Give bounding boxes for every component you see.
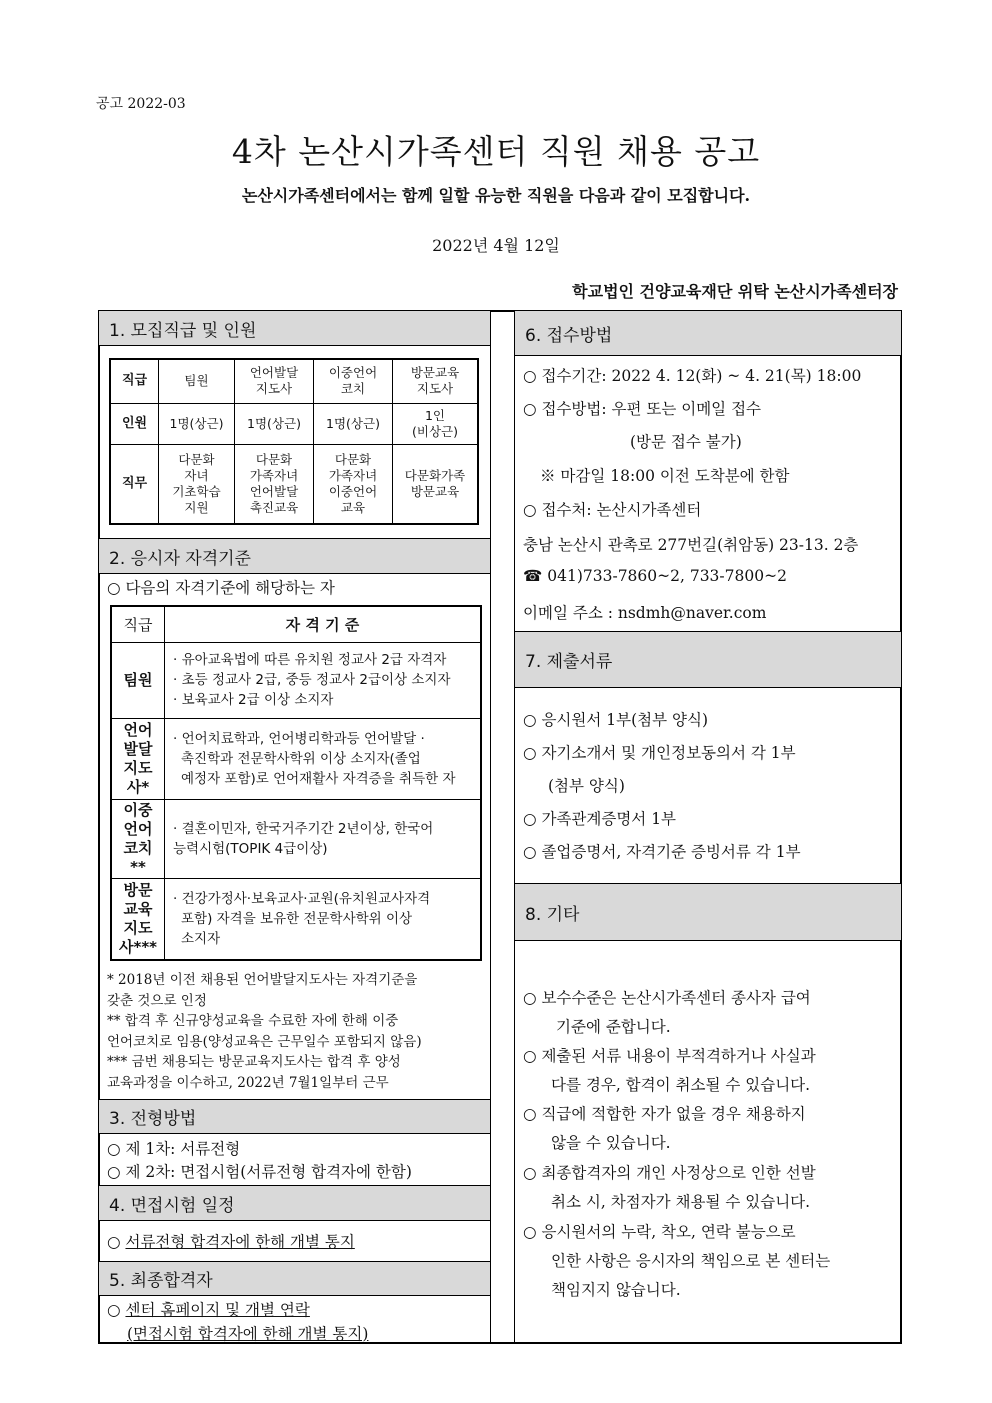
misc-item-cont: 다를 경우, 합격이 취소될 수 있습니다. xyxy=(551,1076,811,1094)
position-cell: 이중언어 코치 xyxy=(314,359,393,403)
note-line: * 2018년 이전 채용된 언어발달지도사는 자격기준을 xyxy=(107,972,418,988)
count-cell: 1명(상근) xyxy=(235,403,314,444)
misc-item: ○ 제출된 서류 내용이 부적격하거나 사실과 xyxy=(523,1047,816,1065)
position-cell: 팀원 xyxy=(159,359,235,403)
qual-position: 방문 교육 지도 사*** xyxy=(111,878,165,960)
section-1-header: 1. 모집직급 및 인원 xyxy=(99,311,490,346)
misc-item-cont: 인한 사항은 응시자의 책임으로 본 센터는 xyxy=(551,1252,831,1270)
misc-item: ○ 최종합격자의 개인 사정상으로 인한 선발 xyxy=(523,1164,816,1182)
qualification-notes xyxy=(107,970,483,1093)
notice-date: 2022년 4월 12일 xyxy=(432,236,560,255)
position-cell: 언어발달 지도사 xyxy=(235,359,314,403)
notice-number: 공고 2022-03 xyxy=(96,96,186,112)
row-label-position: 직급 xyxy=(110,359,159,403)
section-8-header: 8. 기타 xyxy=(515,883,901,941)
duty-cell: 다문화 자녀 기초학습 지원 xyxy=(159,444,235,524)
section-3-header: 3. 전형방법 xyxy=(99,1099,490,1134)
interview-schedule: ○ 서류전형 합격자에 한해 개별 통지 xyxy=(107,1233,355,1251)
qual-criteria: · 유아교육법에 따른 유치원 정교사 2급 자격자 · 초등 정교사 2급, 중등 정교사 2급이상 소지자 · 보육교사 2급 이상 소지자 xyxy=(165,642,482,718)
note-line: 교육과정을 이수하고, 2022년 7월1일부터 근무 xyxy=(107,1074,389,1091)
note-line: *** 금번 채용되는 방문교육지도사는 합격 후 양성 xyxy=(107,1054,401,1070)
final-notice-detail: (면접시험 합격자에 한해 개별 통지) xyxy=(127,1325,369,1343)
selection-step: ○ 제 1차: 서류전형 xyxy=(107,1140,241,1158)
phone: ☎ 041)733-7860~2, 733-7800~2 xyxy=(523,567,787,585)
duty-cell: 다문화 가족자녀 언어발달 촉진교육 xyxy=(235,444,314,524)
column-header-position: 직급 xyxy=(111,606,165,642)
apply-place: ○ 접수처: 논산시가족센터 xyxy=(523,501,702,519)
document-item: ○ 가족관계증명서 1부 xyxy=(523,810,677,828)
row-label-duty: 직무 xyxy=(110,444,159,524)
section-6-header: 6. 접수방법 xyxy=(515,311,901,356)
document-item: ○ 졸업증명서, 자격기준 증빙서류 각 1부 xyxy=(523,843,801,861)
qual-position: 언어 발달 지도 사* xyxy=(111,718,165,799)
duty-cell: 다문화 가족자녀 이중언어 교육 xyxy=(314,444,393,524)
qualification-table xyxy=(110,605,482,961)
misc-item: ○ 보수수준은 논산시가족센터 종사자 급여 xyxy=(523,989,811,1007)
apply-method: ○ 접수방법: 우편 또는 이메일 접수 xyxy=(523,400,762,418)
positions-table xyxy=(109,358,479,525)
column-header-criteria: 자 격 기 준 xyxy=(165,606,482,642)
note-line: 갖춘 것으로 인정 xyxy=(107,992,207,1009)
deadline-note: ※ 마감일 18:00 이전 도착분에 한함 xyxy=(540,467,790,485)
document-item: ○ 자기소개서 및 개인정보동의서 각 1부 xyxy=(523,744,796,762)
qual-criteria: · 건강가정사·보육교사·교원(유치원교사자격 포함) 자격을 보유한 전문학사학위 이상 소지자 xyxy=(165,878,482,960)
section-7-header: 7. 제출서류 xyxy=(515,631,901,688)
position-cell: 방문교육 지도사 xyxy=(393,359,479,403)
count-cell: 1인 (비상근) xyxy=(393,403,479,444)
apply-period: ○ 접수기간: 2022 4. 12(화) ~ 4. 21(목) 18:00 xyxy=(523,367,862,385)
page-title: 4차 논산시가족센터 직원 채용 공고 xyxy=(231,132,761,171)
misc-item-cont: 책임지지 않습니다. xyxy=(551,1281,681,1299)
apply-method-note: (방문 접수 불가) xyxy=(630,433,742,451)
selection-step: ○ 제 2차: 면접시험(서류전형 합격자에 한함) xyxy=(107,1163,412,1181)
count-cell: 1명(상근) xyxy=(314,403,393,444)
column-divider xyxy=(490,310,491,1344)
misc-item: ○ 응시원서의 누락, 착오, 연락 불능으로 xyxy=(523,1223,796,1241)
misc-item: ○ 직급에 적합한 자가 없을 경우 채용하지 xyxy=(523,1105,806,1123)
qual-criteria: · 언어치료학과, 언어병리학과등 언어발달 · 촉진학과 전문학사학위 이상 소지자(졸업 예정자 포함)로 언어재활사 자격증을 취득한 자 xyxy=(165,718,482,799)
page-subtitle: 논산시가족센터에서는 함께 일할 유능한 직원을 다음과 같이 모집합니다. xyxy=(241,186,751,205)
issuer: 학교법인 건양교육재단 위탁 논산시가족센터장 xyxy=(572,282,898,301)
misc-item-cont: 기준에 준합니다. xyxy=(556,1018,671,1036)
column-divider xyxy=(514,310,515,1344)
qual-position: 이중 언어 코치 ** xyxy=(111,799,165,878)
document-item-note: (첨부 양식) xyxy=(548,777,625,795)
note-line: ** 합격 후 신규양성교육을 수료한 자에 한해 이중 xyxy=(107,1013,399,1029)
email: 이메일 주소 : nsdmh@naver.com xyxy=(523,604,767,622)
misc-item-cont: 취소 시, 차점자가 채용될 수 있습니다. xyxy=(551,1193,811,1211)
section-5-header: 5. 최종합격자 xyxy=(99,1261,490,1296)
address: 충남 논산시 관촉로 277번길(취암동) 23-13. 2층 xyxy=(523,536,859,554)
section-4-header: 4. 면접시험 일정 xyxy=(99,1185,490,1221)
qual-position: 팀원 xyxy=(111,642,165,718)
row-label-count: 인원 xyxy=(110,403,159,444)
misc-item-cont: 않을 수 있습니다. xyxy=(551,1134,671,1152)
note-line: 언어코치로 임용(양성교육은 근무일수 포함되지 않음) xyxy=(107,1033,422,1050)
section-2-intro: ○ 다음의 자격기준에 해당하는 자 xyxy=(107,579,335,597)
section-2-header: 2. 응시자 자격기준 xyxy=(99,538,490,574)
duty-cell: 다문화가족 방문교육 xyxy=(393,444,479,524)
final-notice: ○ 센터 홈페이지 및 개별 연락 xyxy=(107,1301,310,1319)
qual-criteria: · 결혼이민자, 한국거주기간 2년이상, 한국어 능력시험(TOPIK 4급이상) xyxy=(165,799,482,878)
count-cell: 1명(상근) xyxy=(159,403,235,444)
document-item: ○ 응시원서 1부(첨부 양식) xyxy=(523,711,709,729)
